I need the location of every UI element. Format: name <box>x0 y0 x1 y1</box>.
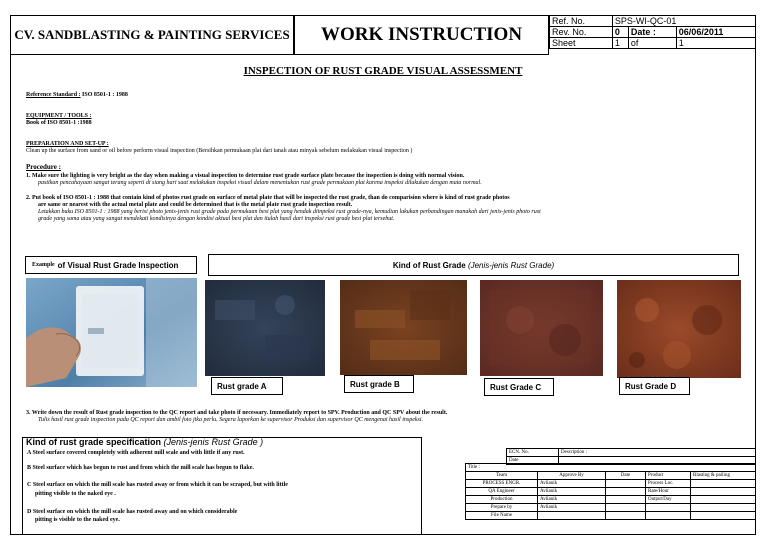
ecn-description-label: Description : <box>559 449 756 457</box>
rust-grade-b-photo <box>340 280 467 375</box>
document-title: WORK INSTRUCTION <box>294 15 549 55</box>
rust-grade-a-photo <box>205 280 325 376</box>
specification-c-cont: pitting visible to the naked eye . <box>35 491 116 497</box>
procedure-step-3-block <box>26 410 751 424</box>
ref-label: Ref. No. <box>550 16 613 27</box>
rust-grade-c-photo <box>480 280 603 376</box>
company-name: CV. SANDBLASTING & PAINTING SERVICES <box>10 15 294 55</box>
main-title: INSPECTION OF RUST GRADE VISUAL ASSESSMENT <box>243 65 523 77</box>
approval-date-header: Date <box>606 472 646 480</box>
ecn-label: ECN. No. <box>507 449 559 457</box>
procedure-step-2-id: Letakkan buku ISO 8501-1 : 1988 yang berisi photo jenis-jenis rust grade pada permukaan besi plat yang hendak diinpeksi rust grade-nya, kemudian lakukan perbandingan manakah dari jenis-jenis photo rust <box>38 209 541 215</box>
specification-c: C Steel surface on which the mill scale has rusted away or from which it can be scraped, but with little <box>27 482 288 488</box>
approval-team-header: Team <box>466 472 538 480</box>
procedure-step-2b: are same or nearest with the actual metal plate and could be determined that is the metal plate rust grade inspection result. <box>38 202 353 208</box>
kind-label-box: Kind of Rust Grade (Jenis-jenis Rust Grade) <box>208 254 739 276</box>
of-value: 1 <box>676 38 755 49</box>
date-value: 06/06/2011 <box>676 27 755 38</box>
preparation-section: PREPARATION AND SET-UP : Clean up the surface from sand or oil before perform visual inspection (Bersihkan permukaan plat dari tanah atau minyak sebelum melakukan visual inspection ) <box>26 141 413 154</box>
date-label: Date : <box>628 27 676 38</box>
reference-standard: Reference Standard : ISO 8501-1 : 1988 <box>26 92 128 98</box>
ecn-date-label: Date <box>507 457 559 465</box>
rust-grade-c-label: Rust Grade C <box>484 378 554 396</box>
procedure-section <box>26 163 751 223</box>
specification-box <box>22 437 422 535</box>
procedure-step-3: 3. Write down the result of Rust grade inspection to the QC report and take photo if necessary. Immediately report to SPV. Production and QC SPV about the result. <box>26 410 448 416</box>
table-row: Prepare by Avlianik <box>466 504 756 512</box>
approval-blasting-header: Blasting & pailing <box>691 472 756 480</box>
specification-b: B Steel surface which has begun to rust and from which the mill scale has begun to flake. <box>27 465 254 471</box>
specification-a: A Steel surface covered completely with adherent mill scale and with little if any rust. <box>27 450 245 456</box>
example-label-box: Example of Visual Rust Grade Inspection <box>25 256 197 274</box>
rust-grade-a-label: Rust grade A <box>211 377 283 395</box>
table-row: Production Avlianik Output/Day <box>466 496 756 504</box>
example-inspection-photo <box>26 278 197 387</box>
procedure-step-2-id-b: grade yang sama atau yang sangat mendekati kondisinya dengan kondisi aktual besi plat dan itulah hasil dari inspeksi rust grade besi plat tersebut. <box>38 216 395 222</box>
rev-label: Rev. No. <box>550 27 613 38</box>
procedure-step-1-id: pastikan pencahayaan sangat terang seperti di siang hari saat melakukan inspeksi visual dalam menentukan rust grade permukaan plat karena inspeksi dilakukan dengan mata normal. <box>38 180 482 186</box>
rust-grade-b-label: Rust grade B <box>344 375 414 393</box>
approval-product-header: Product <box>646 472 691 480</box>
sheet-value: 1 <box>612 38 628 49</box>
specification-title: Kind of rust grade specification (Jenis-jenis Rust Grade ) <box>26 437 264 447</box>
table-row: PROCESS ENGR. Avlianik Process Loc. <box>466 480 756 488</box>
reference-table <box>549 15 756 49</box>
equipment-section: EQUIPMENT / TOOLS : Book of ISO 8501-1 :1988 <box>26 113 92 126</box>
sheet-label: Sheet <box>550 38 613 49</box>
procedure-step-2: 2. Put book of ISO 8501-1 : 1988 that contain kind of photos rust grade on surface of metal plate that will be inspected the rust grade, than do comparision where is kind of rust grade photos <box>26 195 510 201</box>
procedure-step-1: 1. Make sure the lighting is very bright as the day when making a visual inspection to determine rust grade surface plate because the inspection is doing with normal vision. <box>26 173 465 179</box>
approval-approve-header: Approve By <box>538 472 606 480</box>
rev-value: 0 <box>612 27 628 38</box>
specification-d-cont: pitting is visible to the naked eye. <box>35 517 120 523</box>
ref-value: SPS-WI-QC-01 <box>612 16 755 27</box>
table-row: File Name <box>466 512 756 520</box>
rust-grade-d-label: Rust Grade D <box>619 377 690 395</box>
procedure-heading: Procedure : <box>26 163 61 171</box>
procedure-step-3-id: Tulis hasil rust grade inspection pada QC report dan ambil foto jika perlu. Segera laporkan ke supervisor Produksi dan supervisor QC mengenai hasil inspeksi. <box>38 417 424 423</box>
rust-grade-d-photo <box>617 280 741 378</box>
approval-title-label: Title : <box>466 464 756 472</box>
of-label: of <box>628 38 676 49</box>
specification-d: D Steel surface on which the mill scale has rusted away and on which considerable <box>27 509 238 515</box>
approval-table <box>465 463 756 520</box>
table-row: QA Engineer Avlianik Rate/Hour <box>466 488 756 496</box>
